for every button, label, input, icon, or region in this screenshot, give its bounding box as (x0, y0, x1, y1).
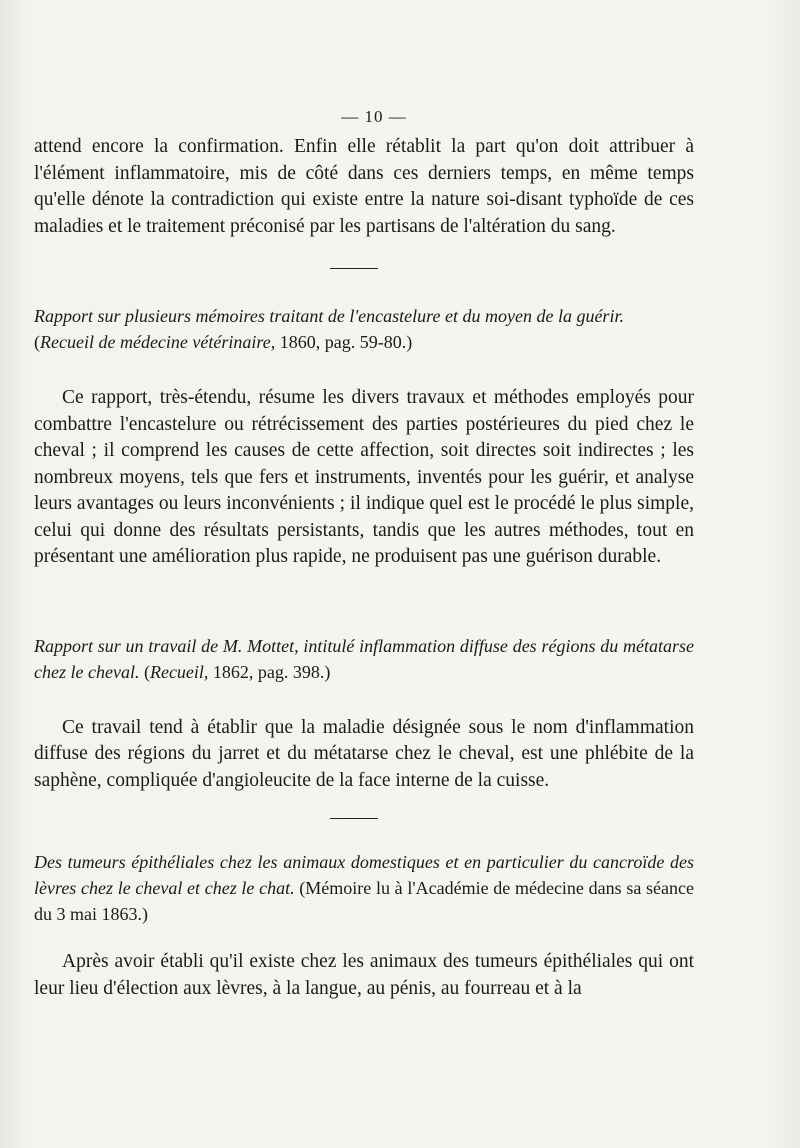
section-heading-mottet (34, 633, 694, 685)
ref-open: ( (139, 661, 150, 682)
paragraph-continuation: attend encore la confirmation. Enfin elle rétablit la part qu'on doit attribuer à l'élément inflammatoire, mis de côté dans ces derniers temps, en même temps qu'elle dénote la contradiction qui existe entre la nature soi-disant typhoïde de ces maladies et le traitement préconisé par les partisans de l'altération du sang. (34, 136, 694, 237)
heading-title: Rapport sur un travail de M. Mottet, intitulé inflammation diffuse des régions du métatarse chez le cheval. (34, 635, 694, 682)
page-number: — 10 — (341, 107, 407, 126)
ref-source: Recueil (149, 661, 204, 682)
page-content (34, 100, 694, 1002)
paragraph-encastelure: Ce rapport, très-étendu, résume les divers travaux et méthodes employés pour combattre l'encastelure ou rétrécissement des parties postérieures du pied chez le cheval ; il comprend les causes de cette affection, soit directes soit indirectes ; les nombreux moyens, tels que fers et instruments, inventés pour les guérir, et analyse leurs avantages ou leurs inconvénients ; il indique quel est le procédé le plus simple, celui qui donne des résultats persistants, tandis que les autres méthodes, tout en présentant une amélioration plus rapide, ne produisent pas une guérison durable. (34, 387, 694, 567)
ref-rest: , 1862, pag. 398.) (203, 661, 331, 682)
heading-reference (34, 332, 412, 352)
heading-reference (139, 662, 330, 682)
section-heading-tumeurs (34, 849, 694, 927)
section-heading-encastelure (34, 303, 694, 355)
ref-open: ( (34, 332, 40, 352)
paragraph-mottet: Ce travail tend à établir que la maladie désignée sous le nom d'inflammation diffuse des régions du jarret et du métatarse chez le cheval, est une phlébite de la saphène, compliquée d'angioleucite de la face interne de la cuisse. (34, 716, 694, 791)
paragraph-tumeurs: Après avoir établi qu'il existe chez les animaux des tumeurs épithéliales qui ont leur lieu d'élection aux lèvres, à la langue, au pénis, au fourreau et à la (34, 951, 694, 999)
heading-reference: (Mémoire lu à l'Académie de médecine dans sa séance du 3 mai 1863.) (34, 878, 694, 924)
ref-rest: , 1860, pag. 59-80.) (270, 332, 413, 352)
heading-title: Rapport sur plusieurs mémoires traitant de l'encastelure et du moyen de la guérir. (34, 306, 624, 326)
ref-source: Recueil de médecine vétérinaire (40, 332, 271, 352)
heading-title: Des tumeurs épithéliales chez les animaux domestiques et en particulier du cancroïde des lèvres chez le cheval et chez le chat. (34, 852, 694, 898)
